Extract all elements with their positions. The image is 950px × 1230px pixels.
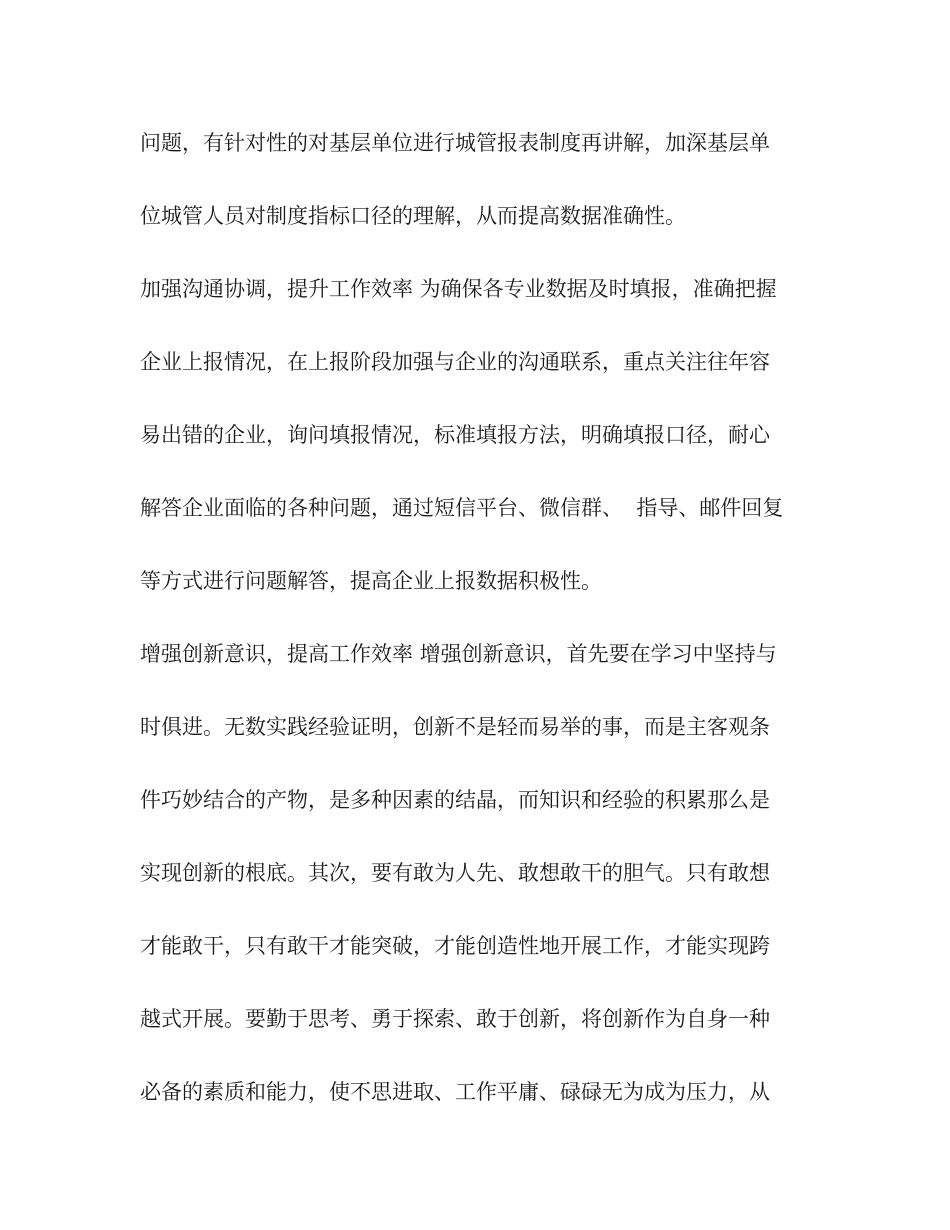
text-line: 必备的素质和能力，使不思进取、工作平庸、碌碌无为成为压力，从	[140, 1080, 770, 1104]
text-line: 易出错的企业，询问填报情况，标准填报方法，明确填报口径，耐心	[140, 423, 770, 447]
text-line: 增强创新意识，提高工作效率 增强创新意识，首先要在学习中坚持与	[140, 642, 777, 666]
text-line: 时俱进。无数实践经验证明，创新不是轻而易举的事，而是主客观条	[140, 715, 770, 739]
text-line: 解答企业面临的各种问题，通过短信平台、微信群、 指导、邮件回复	[140, 496, 784, 520]
text-line: 件巧妙结合的产物，是多种因素的结晶，而知识和经验的积累那么是	[140, 788, 770, 812]
text-line: 越式开展。要勤于思考、勇于探索、敢于创新，将创新作为自身一种	[140, 1007, 770, 1031]
text-line: 企业上报情况，在上报阶段加强与企业的沟通联系，重点关注往年容	[140, 350, 770, 374]
text-line: 位城管人员对制度指标口径的理解，从而提高数据准确性。	[140, 204, 686, 228]
text-line: 才能敢干，只有敢干才能突破，才能创造性地开展工作，才能实现跨	[140, 934, 770, 958]
text-line: 问题，有针对性的对基层单位进行城管报表制度再讲解，加深基层单	[140, 131, 770, 155]
text-line: 等方式进行问题解答，提高企业上报数据积极性。	[140, 569, 602, 593]
text-line: 加强沟通协调，提升工作效率 为确保各专业数据及时填报，准确把握	[140, 277, 777, 301]
text-line: 实现创新的根底。其次，要有敢为人先、敢想敢干的胆气。只有敢想	[140, 861, 770, 885]
